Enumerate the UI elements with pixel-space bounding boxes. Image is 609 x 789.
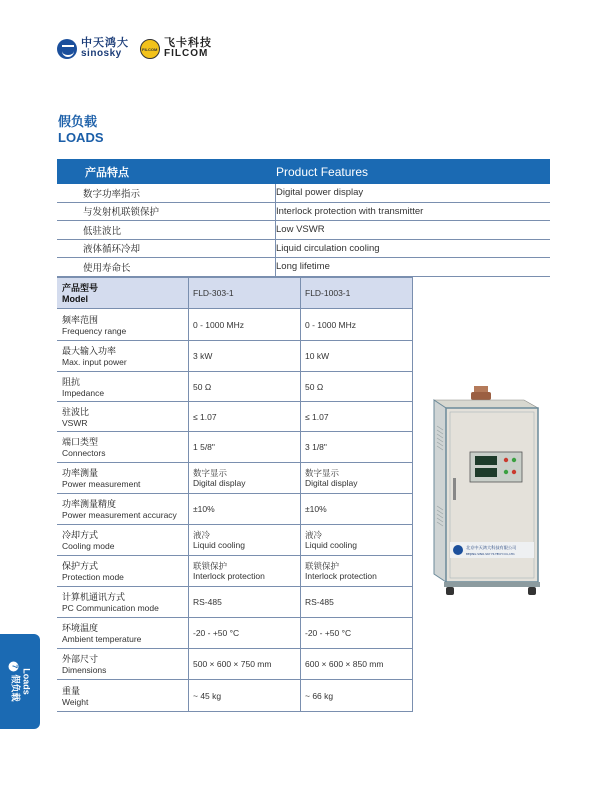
spec-value-text: 500 × 600 × 750 mm	[193, 659, 272, 669]
spec-label-en: VSWR	[62, 417, 88, 428]
side-tab-number: 7	[9, 661, 19, 671]
connector-flange	[471, 392, 491, 400]
feature-row	[57, 240, 550, 259]
features-header-cn: 产品特点	[85, 166, 129, 179]
spec-value	[189, 618, 301, 648]
spec-header-en: Model	[62, 294, 88, 304]
spec-header-row	[57, 278, 413, 309]
spec-value-text: RS-485	[193, 597, 222, 607]
spec-row	[57, 463, 413, 494]
features-table	[57, 159, 550, 277]
spec-label-cn: 功率测量	[62, 468, 99, 478]
page-title-en: LOADS	[58, 130, 104, 145]
spec-value	[301, 372, 413, 401]
dummy-load-cabinet-illustration	[426, 386, 544, 596]
spec-value-text: Digital display	[305, 478, 358, 488]
spec-value-text: ~ 66 kg	[305, 690, 334, 701]
cabinet-base	[444, 582, 540, 587]
feature-row	[57, 184, 550, 203]
spec-label-en: Ambient temperature	[62, 634, 142, 644]
feature-en: Liquid circulation cooling	[276, 242, 380, 254]
spec-label	[57, 587, 189, 617]
spec-row	[57, 680, 413, 712]
spec-value	[189, 556, 301, 586]
spec-label-en: Max. input power	[62, 357, 127, 367]
indicator-red-icon	[512, 470, 516, 474]
indicator-red-icon	[504, 458, 508, 462]
side-tab-cn: 假负载	[10, 674, 21, 702]
feature-cn: 液体循环冷却	[57, 240, 276, 258]
sinosky-logo-cn: 中天鸿大	[81, 37, 129, 49]
spec-value	[189, 432, 301, 462]
spec-value-text: ±10%	[305, 504, 327, 514]
indicator-green-icon	[512, 458, 516, 462]
model-1-text: FLD-303-1	[193, 288, 234, 298]
spec-row	[57, 309, 413, 341]
spec-label-cn: 环境温度	[62, 623, 99, 633]
sinosky-logo-icon	[57, 39, 77, 59]
spec-label-en: Frequency range	[62, 325, 127, 336]
spec-label	[57, 494, 189, 524]
spec-label	[57, 372, 189, 401]
spec-value-text: 1 5/8"	[193, 442, 215, 452]
spec-label-cn: 重量	[62, 685, 81, 696]
spec-value-cn: 液冷	[193, 530, 211, 540]
spec-value	[189, 341, 301, 371]
spec-value-text: Interlock protection	[305, 571, 377, 581]
spec-value	[189, 309, 301, 340]
feature-en: Interlock protection with transmitter	[276, 205, 424, 217]
spec-value	[189, 402, 301, 431]
spec-value	[301, 463, 413, 493]
status-display	[475, 468, 497, 477]
indicator-green-icon	[504, 470, 508, 474]
spec-value	[301, 649, 413, 679]
spec-value	[189, 372, 301, 401]
spec-label-en: Connectors	[62, 448, 106, 458]
spec-label-en: PC Communication mode	[62, 603, 159, 613]
spec-value	[189, 494, 301, 524]
label-cn: 北京中天鸿大科技有限公司	[466, 545, 517, 550]
spec-value-cn: 联锁保护	[305, 561, 340, 571]
spec-label	[57, 556, 189, 586]
spec-row	[57, 341, 413, 372]
spec-value-text: 50 Ω	[193, 381, 212, 392]
spec-value-text: 600 × 600 × 850 mm	[305, 659, 384, 669]
spec-value-text: Liquid cooling	[193, 540, 245, 550]
feature-cn: 数字功率指示	[57, 184, 276, 202]
spec-label-en: Protection mode	[62, 572, 124, 582]
spec-value	[189, 587, 301, 617]
spec-label	[57, 402, 189, 431]
spec-row	[57, 494, 413, 525]
spec-value	[301, 402, 413, 431]
spec-value-text: Liquid cooling	[305, 540, 357, 550]
spec-label	[57, 309, 189, 340]
spec-value-cn: 数字显示	[193, 468, 228, 478]
spec-value-text: ≤ 1.07	[305, 411, 329, 422]
spec-label	[57, 341, 189, 371]
spec-value-text: 0 - 1000 MHz	[305, 319, 357, 330]
company-logo-icon	[453, 545, 463, 555]
sinosky-logo-en: sinosky	[81, 48, 122, 59]
spec-value	[189, 525, 301, 555]
door-handle	[453, 478, 456, 500]
spec-row	[57, 432, 413, 463]
spec-label-cn: 功率测量精度	[62, 499, 117, 509]
spec-label-cn: 阻抗	[62, 376, 81, 387]
spec-value-text: 3 1/8"	[305, 442, 327, 452]
spec-value-text: 10 kW	[305, 351, 330, 361]
connector-top	[474, 386, 488, 392]
spec-label-en: Impedance	[62, 387, 105, 398]
spec-label-cn: 计算机通讯方式	[62, 592, 126, 602]
label-en: BEIJING SINO-SKY HI-TECH CO.,LTD.	[466, 552, 516, 556]
spec-value	[189, 680, 301, 711]
filcom-logo-icon	[140, 39, 160, 59]
feature-en: Low VSWR	[276, 224, 325, 236]
spec-value-text: -20 - +50 °C	[193, 628, 240, 638]
spec-value	[301, 587, 413, 617]
spec-label-cn: 频率范围	[62, 314, 99, 325]
spec-value	[301, 525, 413, 555]
spec-label-cn: 保护方式	[62, 561, 99, 571]
spec-label	[57, 618, 189, 648]
chapter-side-tab[interactable]	[0, 634, 40, 729]
spec-row	[57, 649, 413, 680]
feature-row	[57, 221, 550, 240]
spec-header-label	[57, 278, 189, 308]
page-title-cn: 假负载	[58, 114, 98, 129]
spec-value-cn: 数字显示	[305, 468, 340, 478]
spec-label	[57, 463, 189, 493]
spec-value	[189, 463, 301, 493]
filcom-logo	[140, 38, 212, 59]
spec-label-en: Power measurement	[62, 479, 141, 489]
features-header	[57, 159, 550, 184]
side-tab-en: Loads	[21, 668, 32, 695]
feature-cn: 低驻波比	[57, 221, 276, 239]
power-display	[475, 456, 497, 465]
spec-value	[301, 341, 413, 371]
feature-cn: 与发射机联锁保护	[57, 203, 276, 221]
cabinet-top	[434, 400, 538, 408]
spec-label-en: Weight	[62, 696, 89, 707]
spec-label-cn: 冷却方式	[62, 530, 99, 540]
sinosky-logo	[57, 38, 129, 59]
model-1	[189, 278, 301, 308]
spec-value	[189, 649, 301, 679]
spec-label-en: Dimensions	[62, 665, 107, 675]
spec-label	[57, 680, 189, 711]
spec-value-cn: 联锁保护	[193, 561, 228, 571]
spec-value-text: ~ 45 kg	[193, 690, 222, 701]
feature-row	[57, 203, 550, 222]
spec-label	[57, 649, 189, 679]
wheel-icon	[528, 587, 536, 595]
model-2-text: FLD-1003-1	[305, 288, 351, 298]
spec-row	[57, 402, 413, 432]
spec-label-cn: 最大输入功率	[62, 346, 117, 356]
spec-value-text: -20 - +50 °C	[305, 628, 352, 638]
spec-label-en: Cooling mode	[62, 541, 115, 551]
model-2	[301, 278, 413, 308]
spec-value	[301, 680, 413, 711]
spec-row	[57, 372, 413, 402]
spec-value-text: ±10%	[193, 504, 215, 514]
spec-value	[301, 432, 413, 462]
spec-value	[301, 556, 413, 586]
spec-value-text: RS-485	[305, 597, 334, 607]
side-tab-cn-wrap	[9, 661, 21, 701]
spec-value	[301, 618, 413, 648]
filcom-logo-en: FILCOM	[164, 48, 209, 59]
spec-value-text: 50 Ω	[305, 381, 324, 392]
spec-value-text: Interlock protection	[193, 571, 265, 581]
spec-value-cn: 液冷	[305, 530, 323, 540]
spec-value	[301, 494, 413, 524]
spec-value-text: 0 - 1000 MHz	[193, 319, 245, 330]
features-header-en: Product Features	[276, 164, 369, 179]
spec-label	[57, 525, 189, 555]
spec-header-cn: 产品型号	[62, 283, 99, 293]
feature-en: Long lifetime	[276, 261, 330, 273]
spec-row	[57, 525, 413, 556]
spec-value-text: Digital display	[193, 478, 246, 488]
spec-row	[57, 618, 413, 649]
spec-label-cn: 端口类型	[62, 437, 99, 447]
spec-label-cn: 驻波比	[62, 406, 90, 417]
spec-label-cn: 外部尺寸	[62, 654, 99, 664]
spec-label	[57, 432, 189, 462]
spec-value	[301, 309, 413, 340]
product-image	[426, 386, 544, 596]
spec-value-text: 3 kW	[193, 351, 213, 361]
feature-en: Digital power display	[276, 187, 364, 199]
cabinet-side	[434, 400, 446, 582]
wheel-icon	[446, 587, 454, 595]
spec-value-text: ≤ 1.07	[193, 411, 217, 422]
feature-row	[57, 258, 550, 277]
filcom-logo-cn: 飞卡科技	[164, 37, 212, 49]
spec-row	[57, 587, 413, 618]
spec-label-en: Power measurement accuracy	[62, 510, 177, 520]
feature-cn: 使用寿命长	[57, 258, 276, 276]
spec-row	[57, 556, 413, 587]
spec-table	[57, 277, 413, 712]
